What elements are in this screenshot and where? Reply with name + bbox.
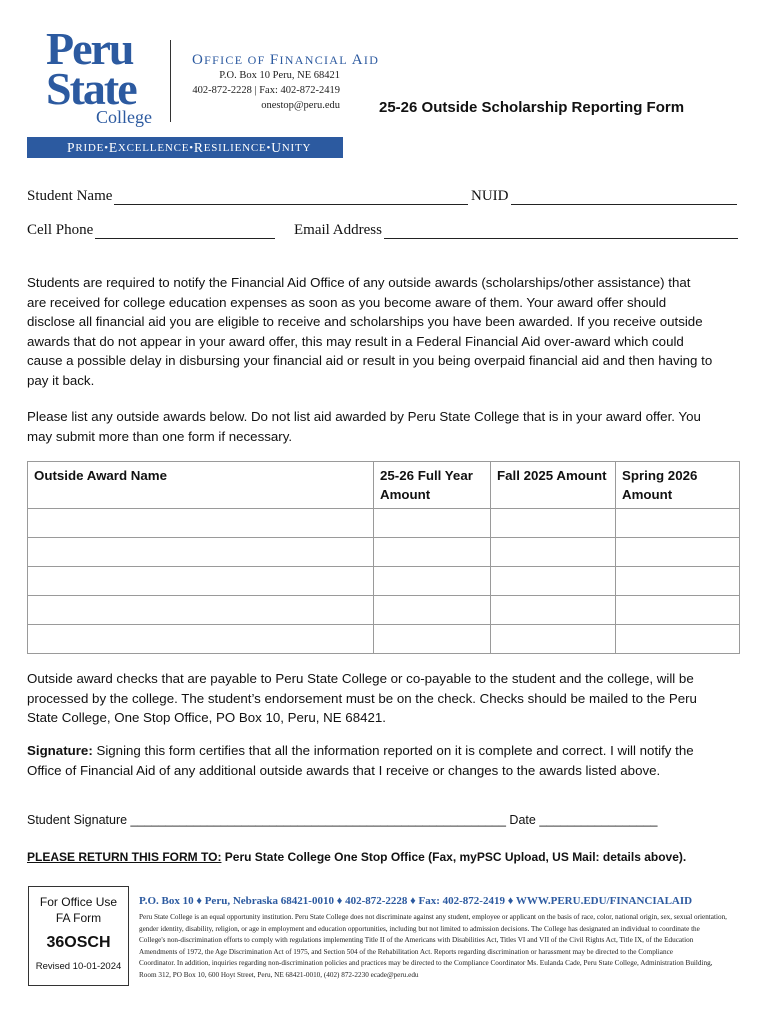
office-use-label: For Office Use bbox=[39, 895, 118, 909]
student-name-input[interactable] bbox=[114, 190, 468, 205]
student-signature-row bbox=[27, 813, 658, 827]
header-full-year: 25-26 Full Year Amount bbox=[374, 462, 491, 509]
full-year-cell[interactable] bbox=[374, 625, 491, 654]
office-title: OFFICE OF FINANCIAL AID bbox=[192, 52, 380, 68]
table-row[interactable] bbox=[28, 596, 740, 625]
award-name-cell[interactable] bbox=[28, 625, 374, 654]
full-year-cell[interactable] bbox=[374, 567, 491, 596]
logo-peru: Peru bbox=[46, 23, 133, 74]
notice-line: disclose all financial aid you are eligible to receive and scholarships you have been awarded. If you receive outside bbox=[27, 314, 703, 329]
notice-line: pay it back. bbox=[27, 372, 95, 388]
student-signature-label: Student Signature bbox=[27, 813, 131, 827]
fall-cell[interactable] bbox=[491, 538, 616, 567]
award-name-cell[interactable] bbox=[28, 567, 374, 596]
cell-phone-input[interactable] bbox=[95, 224, 275, 239]
signature-line: Signing this form certifies that all the information reported on it is complete and correct. I will notify the bbox=[92, 743, 694, 758]
footer-line: Peru State College is an equal opportunity institution. Peru State College does not discriminate against any student, employee or applicant on the basis of race, color, national origin, sex, sexual orientation, bbox=[139, 913, 727, 921]
award-name-cell[interactable] bbox=[28, 538, 374, 567]
form-title: 25-26 Outside Scholarship Reporting Form bbox=[379, 99, 685, 116]
header-spring: Spring 2026 Amount bbox=[616, 462, 740, 509]
fa-form-label: FA Form bbox=[55, 911, 102, 925]
instructions-line: Please list any outside awards below. Do not list aid awarded by Peru State College that is in your award offer. You bbox=[27, 409, 701, 424]
cell-phone-label: Cell Phone bbox=[27, 222, 94, 238]
spring-cell[interactable] bbox=[616, 567, 740, 596]
date-input[interactable]: _________________ bbox=[539, 813, 658, 827]
spring-cell[interactable] bbox=[616, 538, 740, 567]
instructions-line: may submit more than one form if necessary. bbox=[27, 428, 293, 444]
signature-paragraph bbox=[27, 741, 757, 780]
footer-address: P.O. Box 10 ♦ Peru, Nebraska 68421-0010 ♦ 402-872-2228 ♦ Fax: 402-872-2419 ♦ WWW.PERU.EDU/FINANCIALAID bbox=[139, 895, 693, 907]
signature-bold-label: Signature: bbox=[27, 743, 93, 758]
footer-line: Amendments of 1972, the Age Discrimination Act of 1975, and Section 504 of the Rehabilitation Act. Reports regarding discrimination or harassment may be directed to the Compliance bbox=[139, 947, 673, 956]
office-phone-fax: 402-872-2228 | Fax: 402-872-2419 bbox=[192, 85, 340, 96]
fall-cell[interactable] bbox=[491, 596, 616, 625]
awards-table bbox=[27, 461, 740, 654]
header-fall: Fall 2025 Amount bbox=[491, 462, 616, 509]
logo-state: State bbox=[46, 63, 136, 114]
office-use-box bbox=[28, 886, 129, 986]
award-name-cell[interactable] bbox=[28, 509, 374, 538]
checks-paragraph bbox=[27, 669, 757, 728]
footer-nondiscrimination bbox=[139, 912, 759, 982]
nuid-input[interactable] bbox=[511, 190, 737, 205]
student-signature-input[interactable]: ______________________________________________________ bbox=[130, 813, 506, 827]
full-year-cell[interactable] bbox=[374, 509, 491, 538]
return-text: Peru State College One Stop Office (Fax, myPSC Upload, US Mail: details above). bbox=[221, 850, 687, 864]
instructions-paragraph bbox=[27, 407, 757, 446]
nuid-label: NUID bbox=[471, 188, 509, 204]
footer-line: Coordinator. In addition, inquiries regarding non-discrimination policies and practices may be directed to the Compliance Coordinator Ms. Eulanda Cade, Peru State College, Administration Building, bbox=[139, 959, 713, 968]
notice-line: awards that do not appear in your award offer, this may result in a Federal Financial Aid over-award which could bbox=[27, 333, 684, 349]
spring-cell[interactable] bbox=[616, 596, 740, 625]
logo-divider bbox=[170, 40, 171, 122]
logo bbox=[46, 23, 152, 127]
notice-paragraph bbox=[27, 273, 757, 390]
footer-line: Room 312, PO Box 10, 600 Hoyt Street, Peru, NE 68421-0010, (402) 872-2230 ecade@peru.edu bbox=[139, 970, 419, 979]
nuid-field[interactable] bbox=[471, 188, 737, 205]
spring-cell[interactable] bbox=[616, 509, 740, 538]
full-year-cell[interactable] bbox=[374, 596, 491, 625]
award-name-cell[interactable] bbox=[28, 596, 374, 625]
fall-cell[interactable] bbox=[491, 567, 616, 596]
return-instructions bbox=[27, 850, 686, 864]
footer-line: College's non-discrimination efforts to comply with regulations implementing Title II of the Americans with Disabilities Act, Titles VI and VII of the Civil Rights Act, Title IX, of the Education bbox=[139, 936, 694, 945]
header-award-name: Outside Award Name bbox=[28, 462, 374, 509]
return-label: PLEASE RETURN THIS FORM TO: bbox=[27, 850, 222, 864]
table-row[interactable] bbox=[28, 625, 740, 654]
checks-line: Outside award checks that are payable to Peru State College or co-payable to the student and the college, will be bbox=[27, 671, 694, 686]
office-address: P.O. Box 10 Peru, NE 68421 bbox=[219, 70, 340, 81]
email-field[interactable] bbox=[294, 222, 738, 239]
form-code: 36OSCH bbox=[46, 934, 111, 951]
date-label: Date bbox=[505, 813, 540, 827]
office-contact bbox=[180, 68, 340, 113]
notice-line: cause a possible delay in disbursing your financial aid or result in you being overpaid financial aid and then having to bbox=[27, 353, 713, 368]
checks-line: State College, One Stop Office, PO Box 10, Peru, NE 68421. bbox=[27, 710, 386, 725]
student-name-label: Student Name bbox=[27, 188, 113, 204]
notice-line: Students are required to notify the Financial Aid Office of any outside awards (scholarships/other assistance) that bbox=[27, 275, 691, 290]
email-input[interactable] bbox=[384, 224, 738, 239]
fall-cell[interactable] bbox=[491, 509, 616, 538]
student-name-field[interactable] bbox=[27, 188, 468, 205]
cell-phone-field[interactable] bbox=[27, 222, 275, 239]
signature-line: Office of Financial Aid of any additional outside awards that I receive or changes to the awards listed above. bbox=[27, 762, 661, 778]
table-row[interactable] bbox=[28, 538, 740, 567]
email-label: Email Address bbox=[294, 222, 382, 238]
revised-date: Revised 10-01-2024 bbox=[35, 961, 122, 972]
spring-cell[interactable] bbox=[616, 625, 740, 654]
table-row[interactable] bbox=[28, 509, 740, 538]
logo-college: College bbox=[96, 107, 152, 127]
full-year-cell[interactable] bbox=[374, 538, 491, 567]
checks-line: processed by the college. The student’s endorsement must be on the check. Checks should be mailed to the Peru bbox=[27, 690, 697, 706]
motto-banner: P RIDE • E XCELLENCE • R ESILIENCE • U NITY bbox=[27, 137, 343, 158]
fall-cell[interactable] bbox=[491, 625, 616, 654]
office-email: onestop@peru.edu bbox=[261, 100, 340, 111]
table-header-row bbox=[28, 462, 740, 509]
footer-line: gender identity, disability, religion, or age in employment and education opportunities, including but not limited to admission decisions. The College has designated an individual to coordinate the bbox=[139, 924, 700, 933]
notice-line: are received for college education expenses as soon as you become aware of them. Your award offer should bbox=[27, 294, 667, 310]
table-row[interactable] bbox=[28, 567, 740, 596]
